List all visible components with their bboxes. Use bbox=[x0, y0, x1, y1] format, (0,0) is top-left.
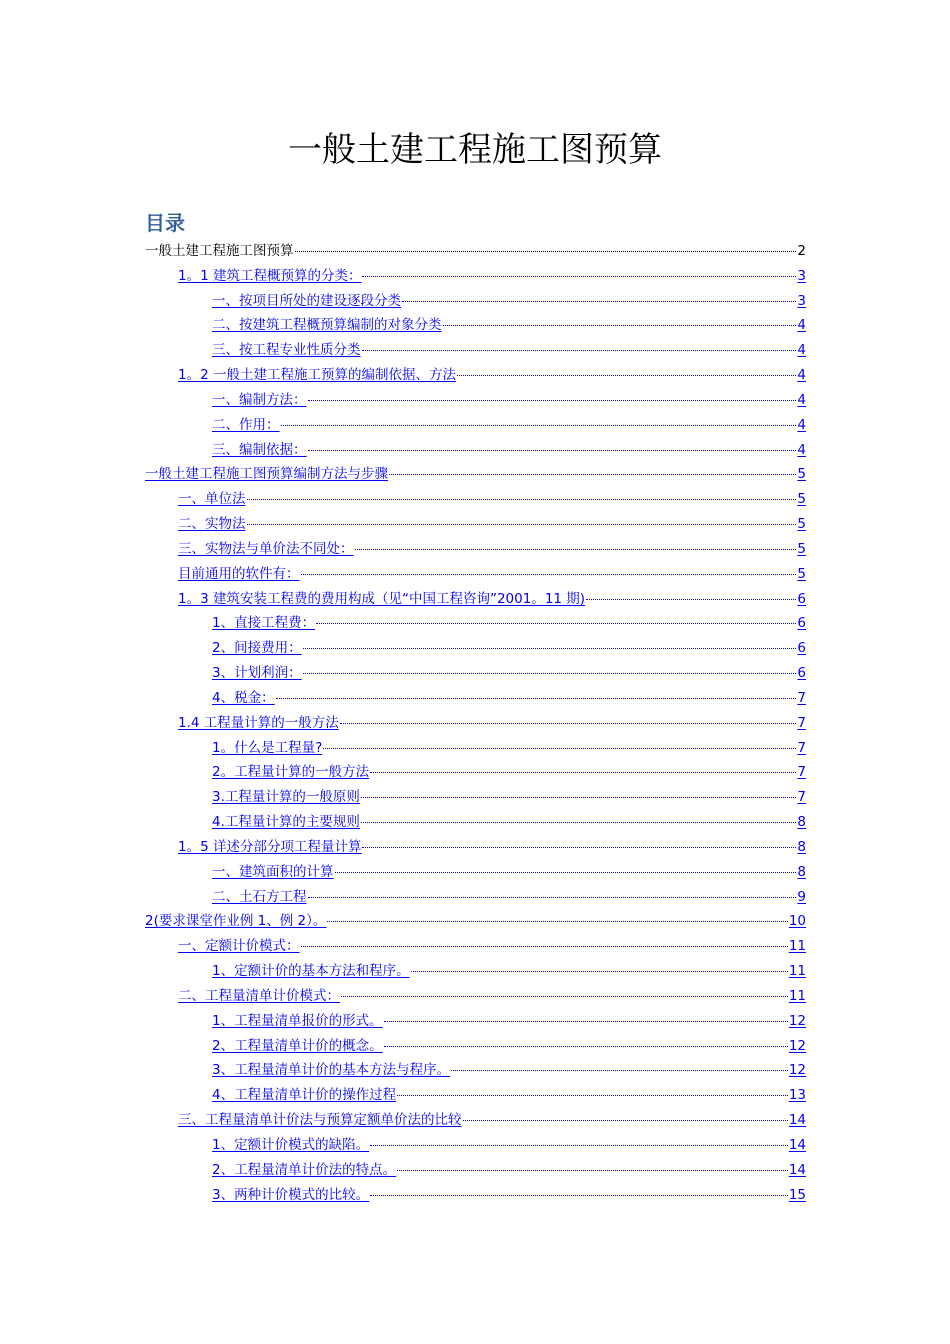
toc-entry[interactable] bbox=[178, 712, 806, 734]
toc-page-number: 12 bbox=[788, 1012, 806, 1029]
toc-entry[interactable] bbox=[212, 662, 806, 684]
toc-dot-leader bbox=[397, 1094, 788, 1096]
toc-heading: 目录 bbox=[145, 211, 185, 235]
toc-dot-leader bbox=[361, 821, 797, 823]
toc-dot-leader bbox=[247, 523, 797, 525]
toc-entry[interactable] bbox=[145, 463, 806, 485]
toc-page-number: 9 bbox=[797, 888, 806, 905]
toc-dot-leader bbox=[370, 1144, 788, 1146]
toc-page-number: 5 bbox=[797, 516, 806, 533]
toc-entry[interactable] bbox=[212, 389, 806, 411]
toc-dot-leader bbox=[361, 796, 797, 798]
toc-entry[interactable] bbox=[178, 836, 806, 858]
toc-entry[interactable] bbox=[178, 538, 806, 560]
toc-entry-text: 1。什么是工程量? bbox=[212, 739, 323, 756]
toc-entry-text: 二、按建筑工程概预算编制的对象分类 bbox=[212, 317, 442, 334]
toc-entry[interactable] bbox=[212, 290, 806, 312]
toc-dot-leader bbox=[370, 1194, 788, 1196]
toc-dot-leader bbox=[355, 548, 797, 550]
page-title: 一般土建工程施工图预算 bbox=[288, 130, 662, 170]
toc-entry-text: 三、工程量清单计价法与预算定额单价法的比较 bbox=[178, 1112, 462, 1129]
toc-dot-leader bbox=[586, 598, 796, 600]
toc-dot-leader bbox=[443, 324, 797, 326]
toc-entry[interactable] bbox=[212, 1035, 806, 1057]
toc-entry-text: 三、按工程专业性质分类 bbox=[212, 342, 361, 359]
toc-page-number: 5 bbox=[797, 565, 806, 582]
toc-dot-leader bbox=[327, 920, 787, 922]
toc-page-number: 12 bbox=[788, 1062, 806, 1079]
toc-dot-leader bbox=[316, 622, 796, 624]
toc-entry-text: 4.工程量计算的主要规则 bbox=[212, 814, 360, 831]
toc-page-number: 7 bbox=[797, 764, 806, 781]
toc-entry-text: 一般土建工程施工图预算 bbox=[145, 243, 294, 259]
toc-entry[interactable] bbox=[178, 935, 806, 957]
toc-entry-text: 二、作用： bbox=[212, 416, 280, 433]
toc-page-number: 11 bbox=[788, 963, 806, 980]
toc-dot-leader bbox=[463, 1119, 788, 1121]
toc-entry[interactable] bbox=[212, 786, 806, 808]
toc-page-number: 6 bbox=[797, 615, 806, 632]
toc-dot-leader bbox=[247, 498, 797, 500]
toc-page-number: 15 bbox=[788, 1186, 806, 1203]
toc-page-number: 11 bbox=[788, 938, 806, 955]
toc-entry[interactable] bbox=[212, 612, 806, 634]
toc-entry[interactable] bbox=[178, 364, 806, 386]
toc-dot-leader bbox=[384, 1020, 788, 1022]
toc-dot-leader bbox=[301, 573, 797, 575]
toc-page-number: 4 bbox=[797, 367, 806, 384]
toc-entry[interactable] bbox=[212, 960, 806, 982]
toc-entry[interactable] bbox=[212, 1059, 806, 1081]
toc-dot-leader bbox=[323, 747, 796, 749]
toc-dot-leader bbox=[301, 945, 788, 947]
toc-page-number: 4 bbox=[797, 391, 806, 408]
toc-dot-leader bbox=[397, 1169, 788, 1171]
toc-entry-text: 2(要求课堂作业例 1、例 2）。 bbox=[145, 913, 327, 930]
toc-dot-leader bbox=[340, 722, 797, 724]
toc-page-number: 4 bbox=[797, 416, 806, 433]
toc-entry[interactable] bbox=[178, 588, 806, 610]
toc-page-number: 8 bbox=[797, 838, 806, 855]
toc-page-number: 14 bbox=[788, 1112, 806, 1129]
toc-entry[interactable] bbox=[212, 439, 806, 461]
toc-entry[interactable] bbox=[212, 1084, 806, 1106]
toc-entry-text: 目前通用的软件有： bbox=[178, 565, 300, 582]
toc-entry-text: 一、编制方法： bbox=[212, 391, 307, 408]
toc-entry-text: 二、土石方工程 bbox=[212, 888, 307, 905]
toc-entry-text: 1、定额计价模式的缺陷。 bbox=[212, 1136, 370, 1153]
toc-dot-leader bbox=[308, 896, 797, 898]
toc-page-number: 7 bbox=[797, 714, 806, 731]
toc-entry-text: 4、税金： bbox=[212, 689, 275, 706]
toc-page-number: 4 bbox=[797, 441, 806, 458]
toc-dot-leader bbox=[457, 374, 796, 376]
toc-page-number: 2 bbox=[797, 243, 806, 259]
toc-entry[interactable] bbox=[212, 1134, 806, 1156]
toc-entry[interactable] bbox=[212, 637, 806, 659]
toc-entry-text: 三、编制依据： bbox=[212, 441, 307, 458]
toc-entry[interactable] bbox=[212, 1184, 806, 1206]
toc-dot-leader bbox=[341, 995, 788, 997]
toc-dot-leader bbox=[362, 349, 797, 351]
toc-entry-text: 2。工程量计算的一般方法 bbox=[212, 764, 370, 781]
toc-page-number: 12 bbox=[788, 1037, 806, 1054]
toc-page-number: 3 bbox=[797, 292, 806, 309]
toc-dot-leader bbox=[402, 300, 796, 302]
toc-entry[interactable] bbox=[145, 240, 806, 262]
toc-entry-text: 1。5 详述分部分项工程量计算 bbox=[178, 838, 362, 855]
toc-page-number: 4 bbox=[797, 342, 806, 359]
toc-page-number: 14 bbox=[788, 1161, 806, 1178]
toc-entry-text: 1。1 建筑工程概预算的分类： bbox=[178, 267, 362, 284]
toc-entry-text: 3、工程量清单计价的基本方法与程序。 bbox=[212, 1062, 451, 1079]
toc-entry[interactable] bbox=[178, 488, 806, 510]
toc-entry-text: 3、两种计价模式的比较。 bbox=[212, 1186, 370, 1203]
toc-page-number: 5 bbox=[797, 540, 806, 557]
toc-entry[interactable] bbox=[212, 737, 806, 759]
toc-page-number: 7 bbox=[797, 739, 806, 756]
toc-entry-text: 一般土建工程施工图预算编制方法与步骤 bbox=[145, 466, 388, 483]
toc-entry-text: 1、直接工程费： bbox=[212, 615, 316, 632]
toc-entry-text: 4、工程量清单计价的操作过程 bbox=[212, 1087, 397, 1104]
toc-entry-text: 2、工程量清单计价法的特点。 bbox=[212, 1161, 397, 1178]
toc-dot-leader bbox=[295, 250, 797, 252]
toc-entry[interactable] bbox=[178, 1109, 806, 1131]
toc-page-number: 13 bbox=[788, 1087, 806, 1104]
toc-page-number: 5 bbox=[797, 491, 806, 508]
toc-entry-text: 一、建筑面积的计算 bbox=[212, 863, 334, 880]
toc-entry[interactable] bbox=[212, 886, 806, 908]
toc-dot-leader bbox=[308, 399, 797, 401]
toc-entry[interactable] bbox=[212, 687, 806, 709]
toc-entry[interactable] bbox=[178, 563, 806, 585]
toc-dot-leader bbox=[362, 846, 796, 848]
toc-page-number: 10 bbox=[788, 913, 806, 930]
toc-entry[interactable] bbox=[212, 761, 806, 783]
toc-entry[interactable] bbox=[212, 811, 806, 833]
toc-dot-leader bbox=[335, 871, 797, 873]
toc-dot-leader bbox=[362, 275, 796, 277]
toc-dot-leader bbox=[303, 647, 797, 649]
toc-entry-text: 一、按项目所处的建设逐段分类 bbox=[212, 292, 401, 309]
toc-page-number: 6 bbox=[797, 640, 806, 657]
toc-dot-leader bbox=[389, 473, 796, 475]
toc-dot-leader bbox=[411, 970, 788, 972]
toc-page-number: 5 bbox=[797, 466, 806, 483]
toc-entry-text: 2、间接费用： bbox=[212, 640, 302, 657]
toc-entry[interactable] bbox=[212, 339, 806, 361]
toc-entry[interactable] bbox=[178, 985, 806, 1007]
toc-entry[interactable] bbox=[212, 314, 806, 336]
toc-entry[interactable] bbox=[178, 513, 806, 535]
toc-dot-leader bbox=[281, 424, 797, 426]
toc-dot-leader bbox=[384, 1045, 788, 1047]
toc-entry-text: 3、计划利润： bbox=[212, 665, 302, 682]
toc-entry-text: 三、实物法与单价法不同处： bbox=[178, 540, 354, 557]
toc-entry-text: 一、单位法 bbox=[178, 491, 246, 508]
toc-page-number: 7 bbox=[797, 689, 806, 706]
toc-entry-text: 二、工程量清单计价模式： bbox=[178, 987, 340, 1004]
toc-entry[interactable] bbox=[212, 1159, 806, 1181]
toc-entry-text: 1、工程量清单报价的形式。 bbox=[212, 1012, 383, 1029]
toc-entry-text: 一、定额计价模式： bbox=[178, 938, 300, 955]
toc-entry[interactable] bbox=[145, 910, 806, 932]
toc-entry-text: 1、定额计价的基本方法和程序。 bbox=[212, 963, 410, 980]
toc-page-number: 6 bbox=[797, 665, 806, 682]
toc-entry-text: 1。2 一般土建工程施工预算的编制依据、方法 bbox=[178, 367, 456, 384]
toc-entry-text: 2、工程量清单计价的概念。 bbox=[212, 1037, 383, 1054]
toc-page-number: 7 bbox=[797, 789, 806, 806]
toc-entry-text: 1。3 建筑安装工程费的费用构成（见“中国工程咨询”2001。11 期) bbox=[178, 590, 586, 607]
toc-dot-leader bbox=[308, 449, 797, 451]
toc-entry[interactable] bbox=[212, 861, 806, 883]
toc-page-number: 8 bbox=[797, 863, 806, 880]
toc-dot-leader bbox=[370, 771, 796, 773]
toc-page-number: 8 bbox=[797, 814, 806, 831]
toc-page-number: 14 bbox=[788, 1136, 806, 1153]
toc-entry[interactable] bbox=[178, 265, 806, 287]
toc-entry-text: 二、实物法 bbox=[178, 516, 246, 533]
toc-entry-text: 1.4 工程量计算的一般方法 bbox=[178, 714, 339, 731]
toc-dot-leader bbox=[276, 697, 797, 699]
toc-dot-leader bbox=[303, 672, 797, 674]
toc-dot-leader bbox=[451, 1069, 788, 1071]
toc-entry-text: 3.工程量计算的一般原则 bbox=[212, 789, 360, 806]
toc-page-number: 6 bbox=[797, 590, 806, 607]
toc-page-number: 3 bbox=[797, 267, 806, 284]
toc-page-number: 4 bbox=[797, 317, 806, 334]
toc-page-number: 11 bbox=[788, 987, 806, 1004]
toc-entry[interactable] bbox=[212, 1010, 806, 1032]
toc-entry[interactable] bbox=[212, 414, 806, 436]
